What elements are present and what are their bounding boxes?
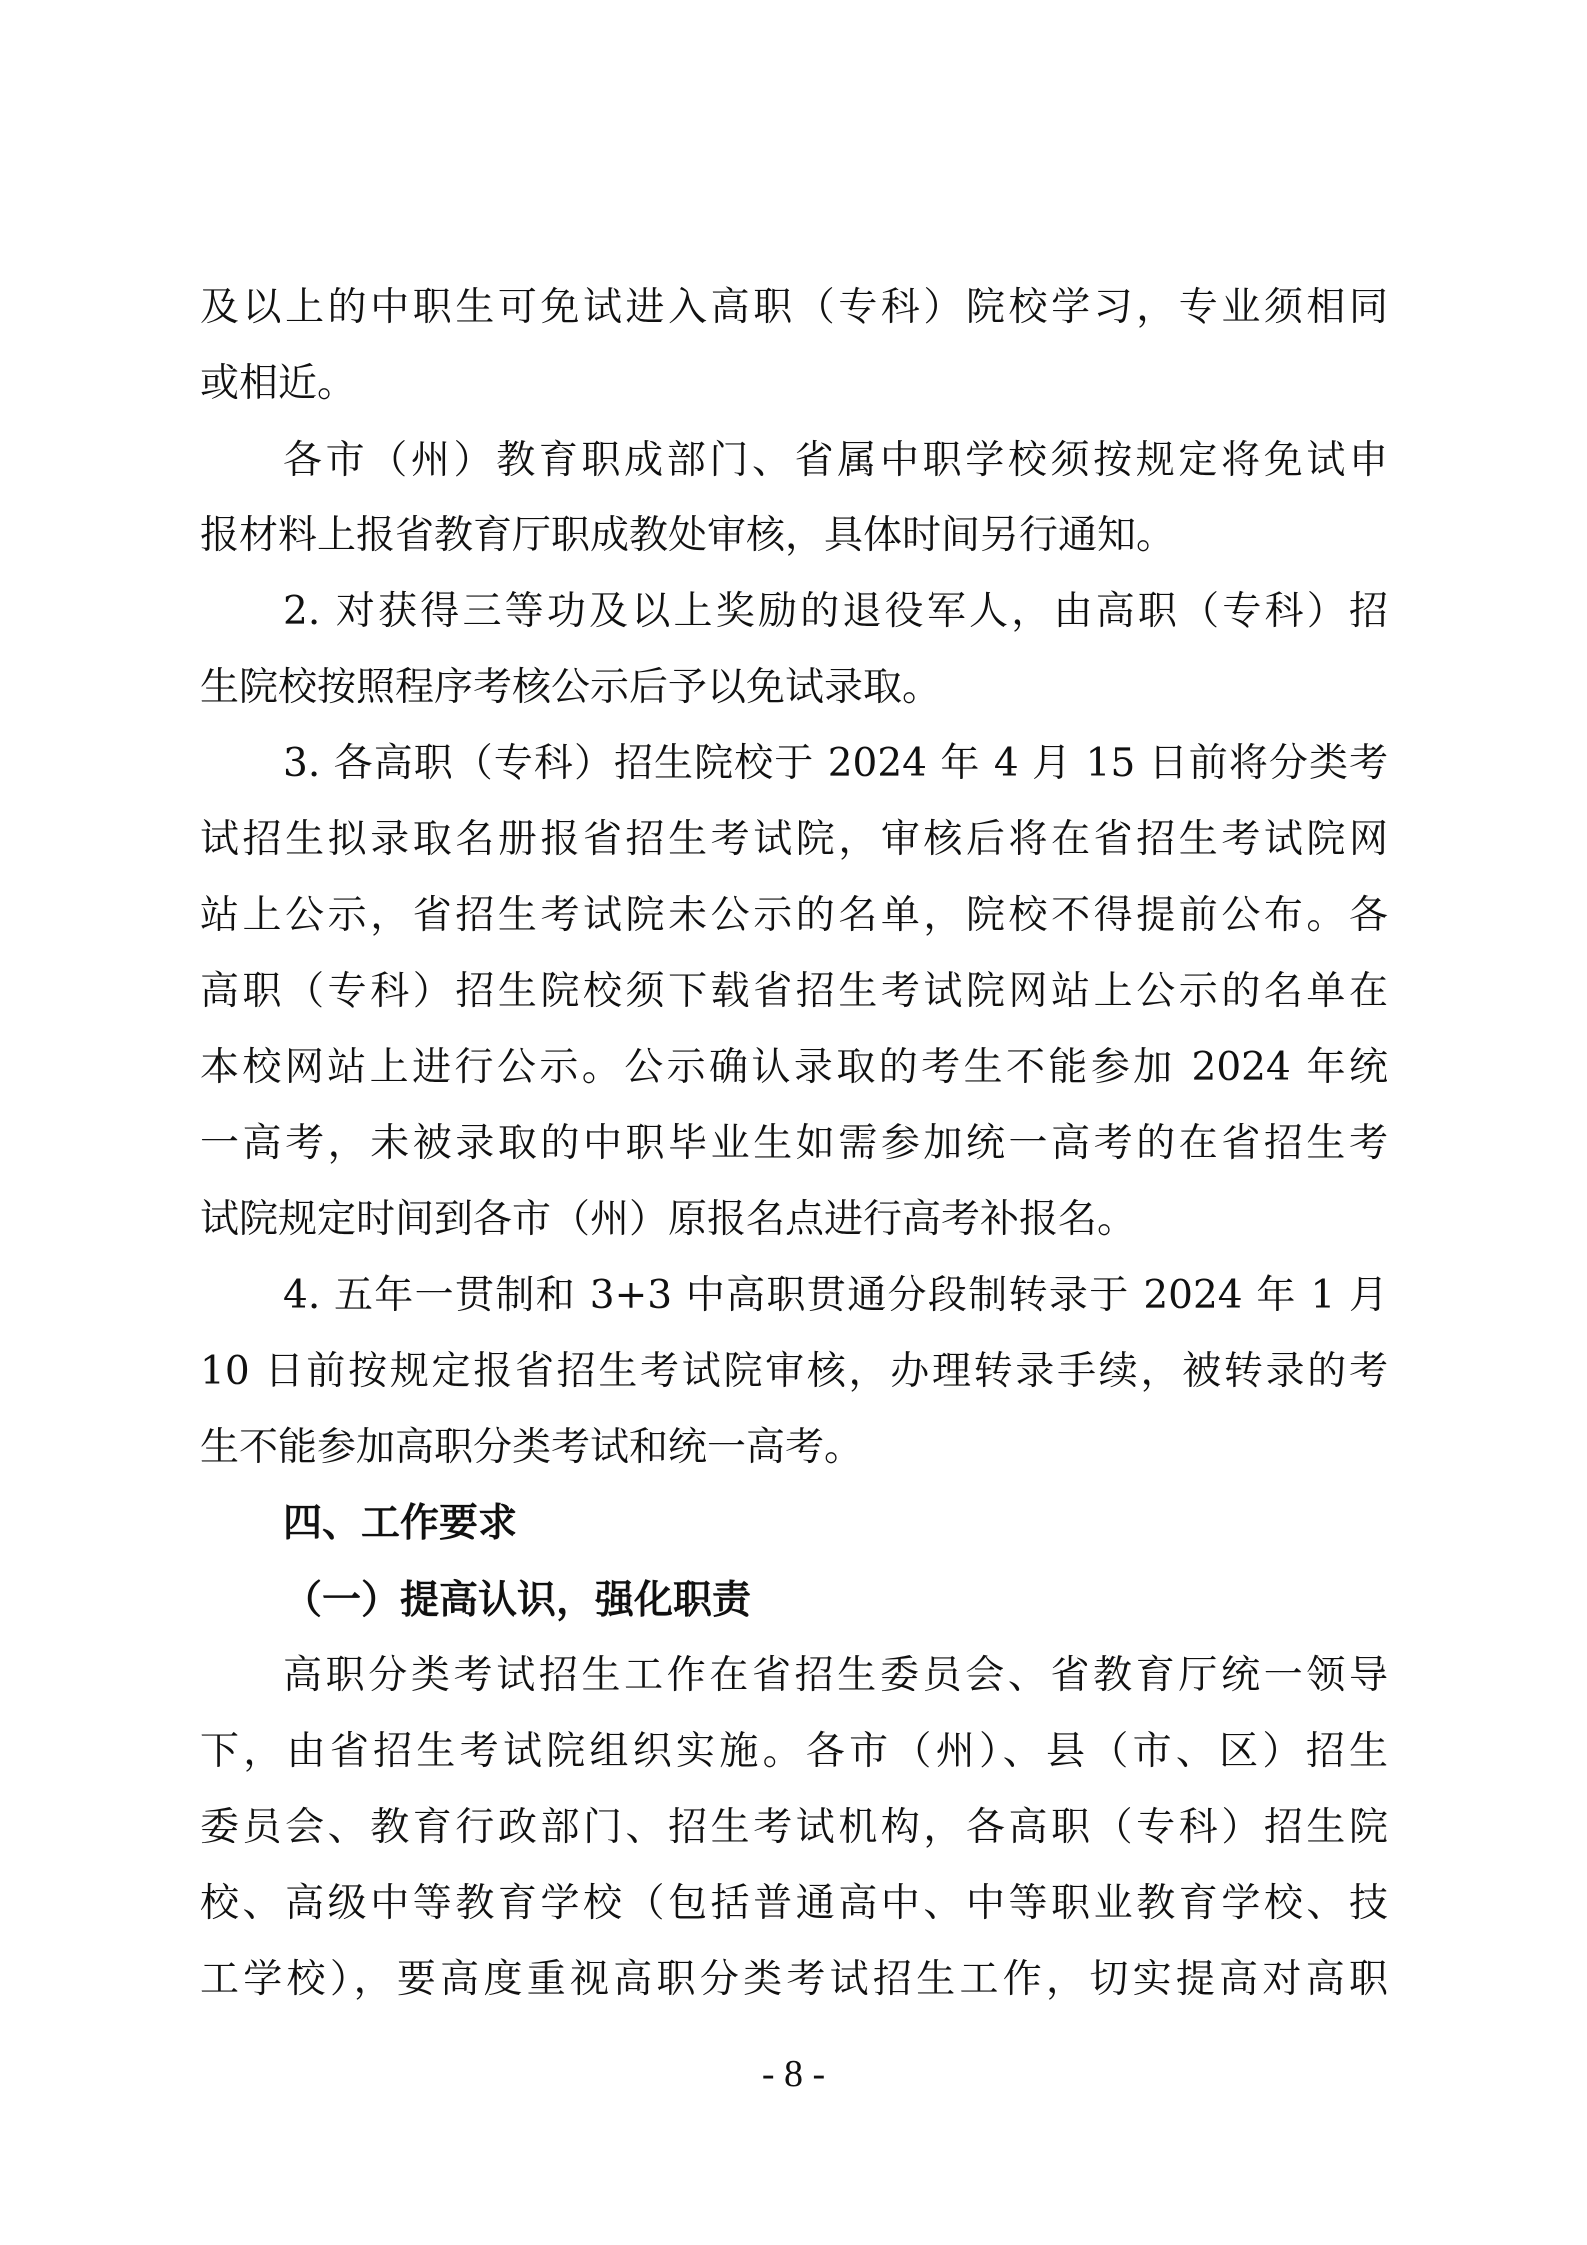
body-text-line: 工学校），要高度重视高职分类考试招生工作，切实提高对高职 bbox=[200, 1957, 1388, 2002]
body-text-line: 生不能参加高职分类考试和统一高考。 bbox=[200, 1425, 864, 1470]
body-text-line: 高职分类考试招生工作在省招生委员会、省教育厅统一领导 bbox=[283, 1653, 1388, 1698]
body-text-line: 2. 对获得三等功及以上奖励的退役军人，由高职（专科）招 bbox=[283, 589, 1388, 634]
subsection-heading: （一）提高认识，强化职责 bbox=[283, 1577, 752, 1623]
body-text-line: 或相近。 bbox=[200, 361, 357, 406]
page-number: - 8 - bbox=[761, 2053, 826, 2095]
body-text-line: 生院校按照程序考核公示后予以免试录取。 bbox=[200, 665, 942, 710]
body-text-line: 校、高级中等教育学校（包括普通高中、中等职业教育学校、技 bbox=[200, 1881, 1388, 1926]
body-text-line: 站上公示，省招生考试院未公示的名单，院校不得提前公布。各 bbox=[200, 893, 1388, 938]
body-text-line: 报材料上报省教育厅职成教处审核，具体时间另行通知。 bbox=[200, 513, 1176, 558]
body-text-line: 委员会、教育行政部门、招生考试机构，各高职（专科）招生院 bbox=[200, 1805, 1388, 1850]
body-text-line: 3. 各高职（专科）招生院校于 2024 年 4 月 15 日前将分类考 bbox=[283, 741, 1388, 786]
section-heading: 四、工作要求 bbox=[283, 1501, 518, 1546]
body-text-line: 4. 五年一贯制和 3+3 中高职贯通分段制转录于 2024 年 1 月 bbox=[283, 1273, 1388, 1318]
body-text-line: 试院规定时间到各市（州）原报名点进行高考补报名。 bbox=[200, 1197, 1137, 1242]
body-text-line: 各市（州）教育职成部门、省属中职学校须按规定将免试申 bbox=[283, 438, 1388, 483]
body-text-line: 本校网站上进行公示。公示确认录取的考生不能参加 2024 年统 bbox=[200, 1045, 1388, 1090]
body-text-line: 高职（专科）招生院校须下载省招生考试院网站上公示的名单在 bbox=[200, 969, 1388, 1014]
body-text-line: 一高考，未被录取的中职毕业生如需参加统一高考的在省招生考 bbox=[200, 1121, 1388, 1166]
body-text-line: 下，由省招生考试院组织实施。各市（州）、县（市、区）招生 bbox=[200, 1729, 1388, 1774]
body-text-line: 及以上的中职生可免试进入高职（专科）院校学习，专业须相同 bbox=[200, 285, 1388, 330]
body-text-line: 试招生拟录取名册报省招生考试院，审核后将在省招生考试院网 bbox=[200, 817, 1388, 862]
body-text-line: 10 日前按规定报省招生考试院审核，办理转录手续，被转录的考 bbox=[200, 1349, 1388, 1394]
